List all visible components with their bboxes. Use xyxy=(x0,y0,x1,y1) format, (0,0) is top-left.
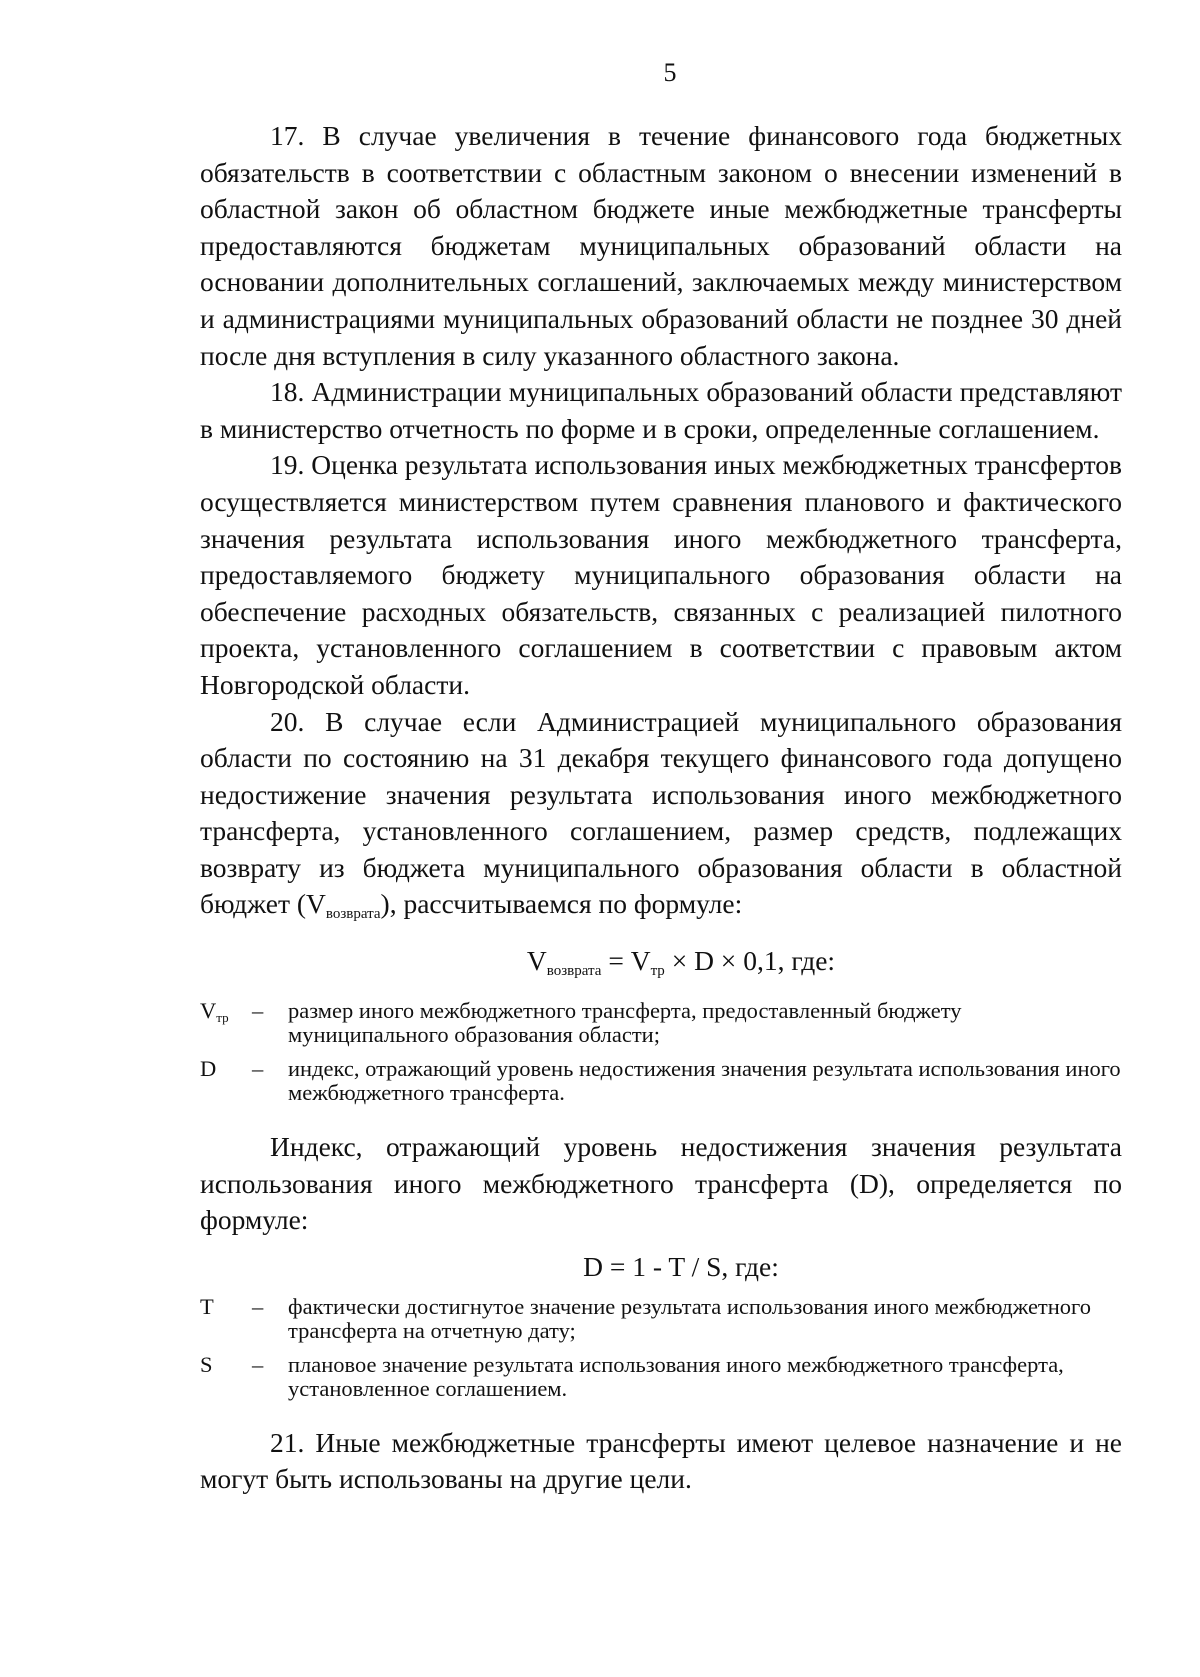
definition-symbol: D xyxy=(200,1056,217,1082)
paragraph-20-subscript: возврата xyxy=(325,906,381,923)
paragraph-20-main: 20. В случае если Администрацией муниципального образования области по состоянию на 31 декабря текущего финансового года допущено недостижение значения результата использования иного межбюджетного трансферта, установленного соглашением, размер средств, подлежащих возврату из бюджета муниципального образования области в областной бюджет (V xyxy=(200,705,1122,920)
definition-text: размер иного межбюджетного трансферта, предоставленный бюджету муниципального образования области; xyxy=(288,998,962,1048)
page-number: 5 xyxy=(663,58,677,87)
definition-symbol: T xyxy=(200,1293,214,1319)
paragraph-19: 19. Оценка результата использования иных межбюджетных трансфертов осуществляется министерством путем сравнения планового и фактического значения результата использования иного межбюджетного трансферта, предоставляемого бюджету муниципального образования области на обеспечение расходных обязательств, связанных с реализацией пилотного проекта, установленного соглашением в соответствии с правовым актом Новгородской области. xyxy=(200,449,1122,700)
formula1-rest: × D × 0,1, где: xyxy=(664,945,836,977)
formula1-lhs: V xyxy=(526,945,547,977)
definition-dash: – xyxy=(252,998,264,1024)
definition-text: индекс, отражающий уровень недостижения значения результата использования иного межбюджетного трансферта. xyxy=(288,1056,1121,1106)
definition-text: плановое значение результата использования иного межбюджетного трансферта, установленное соглашением. xyxy=(288,1351,1064,1401)
formula1-v-sub: тр xyxy=(650,963,665,980)
formula1-lhs-sub: возврата xyxy=(546,963,602,980)
definition-dash: – xyxy=(252,1056,264,1082)
document-body xyxy=(200,118,1122,1498)
definition-d xyxy=(200,1057,1122,1105)
formula-return-amount xyxy=(200,943,1122,989)
definition-vtr xyxy=(200,999,1122,1047)
definition-symbol: V xyxy=(200,998,217,1024)
index-intro: Индекс, отражающий уровень недостижения значения результата использования иного межбюджетного трансферта (D), определяется по формуле: xyxy=(200,1131,1122,1236)
paragraph-21: 21. Иные межбюджетные трансферты имеют целевое назначение и не могут быть использованы на другие цели. xyxy=(200,1426,1122,1495)
paragraph-17: 17. В случае увеличения в течение финансового года бюджетных обязательств в соответствии с областным законом о внесении изменений в областной закон об областном бюджете иные межбюджетные трансферты предоставляются бюджетам муниципальных образований области на основании дополнительных соглашений, заключаемых между министерством и администрациями муниципальных образований области не позднее 30 дней после дня вступления в силу указанного областного закона. xyxy=(200,120,1122,371)
definition-s xyxy=(200,1353,1122,1401)
paragraph-18: 18. Администрации муниципальных образований области представляют в министерство отчетность по форме и в сроки, определенные соглашением. xyxy=(200,376,1122,444)
definition-symbol-sub: тр xyxy=(216,1010,229,1026)
definition-symbol: S xyxy=(200,1351,213,1377)
paragraph-20-tail: ), рассчитываемся по формуле: xyxy=(380,888,743,920)
definition-text: фактически достигнутое значение результата использования иного межбюджетного трансферта на отчетную дату; xyxy=(288,1293,1091,1343)
formula1-eq: = V xyxy=(601,945,651,977)
definition-dash: – xyxy=(252,1351,264,1377)
definition-dash: – xyxy=(252,1293,264,1319)
formula-index: D = 1 - T / S, где: xyxy=(583,1250,779,1282)
paragraph-20 xyxy=(200,704,1122,934)
definition-t xyxy=(200,1295,1122,1343)
